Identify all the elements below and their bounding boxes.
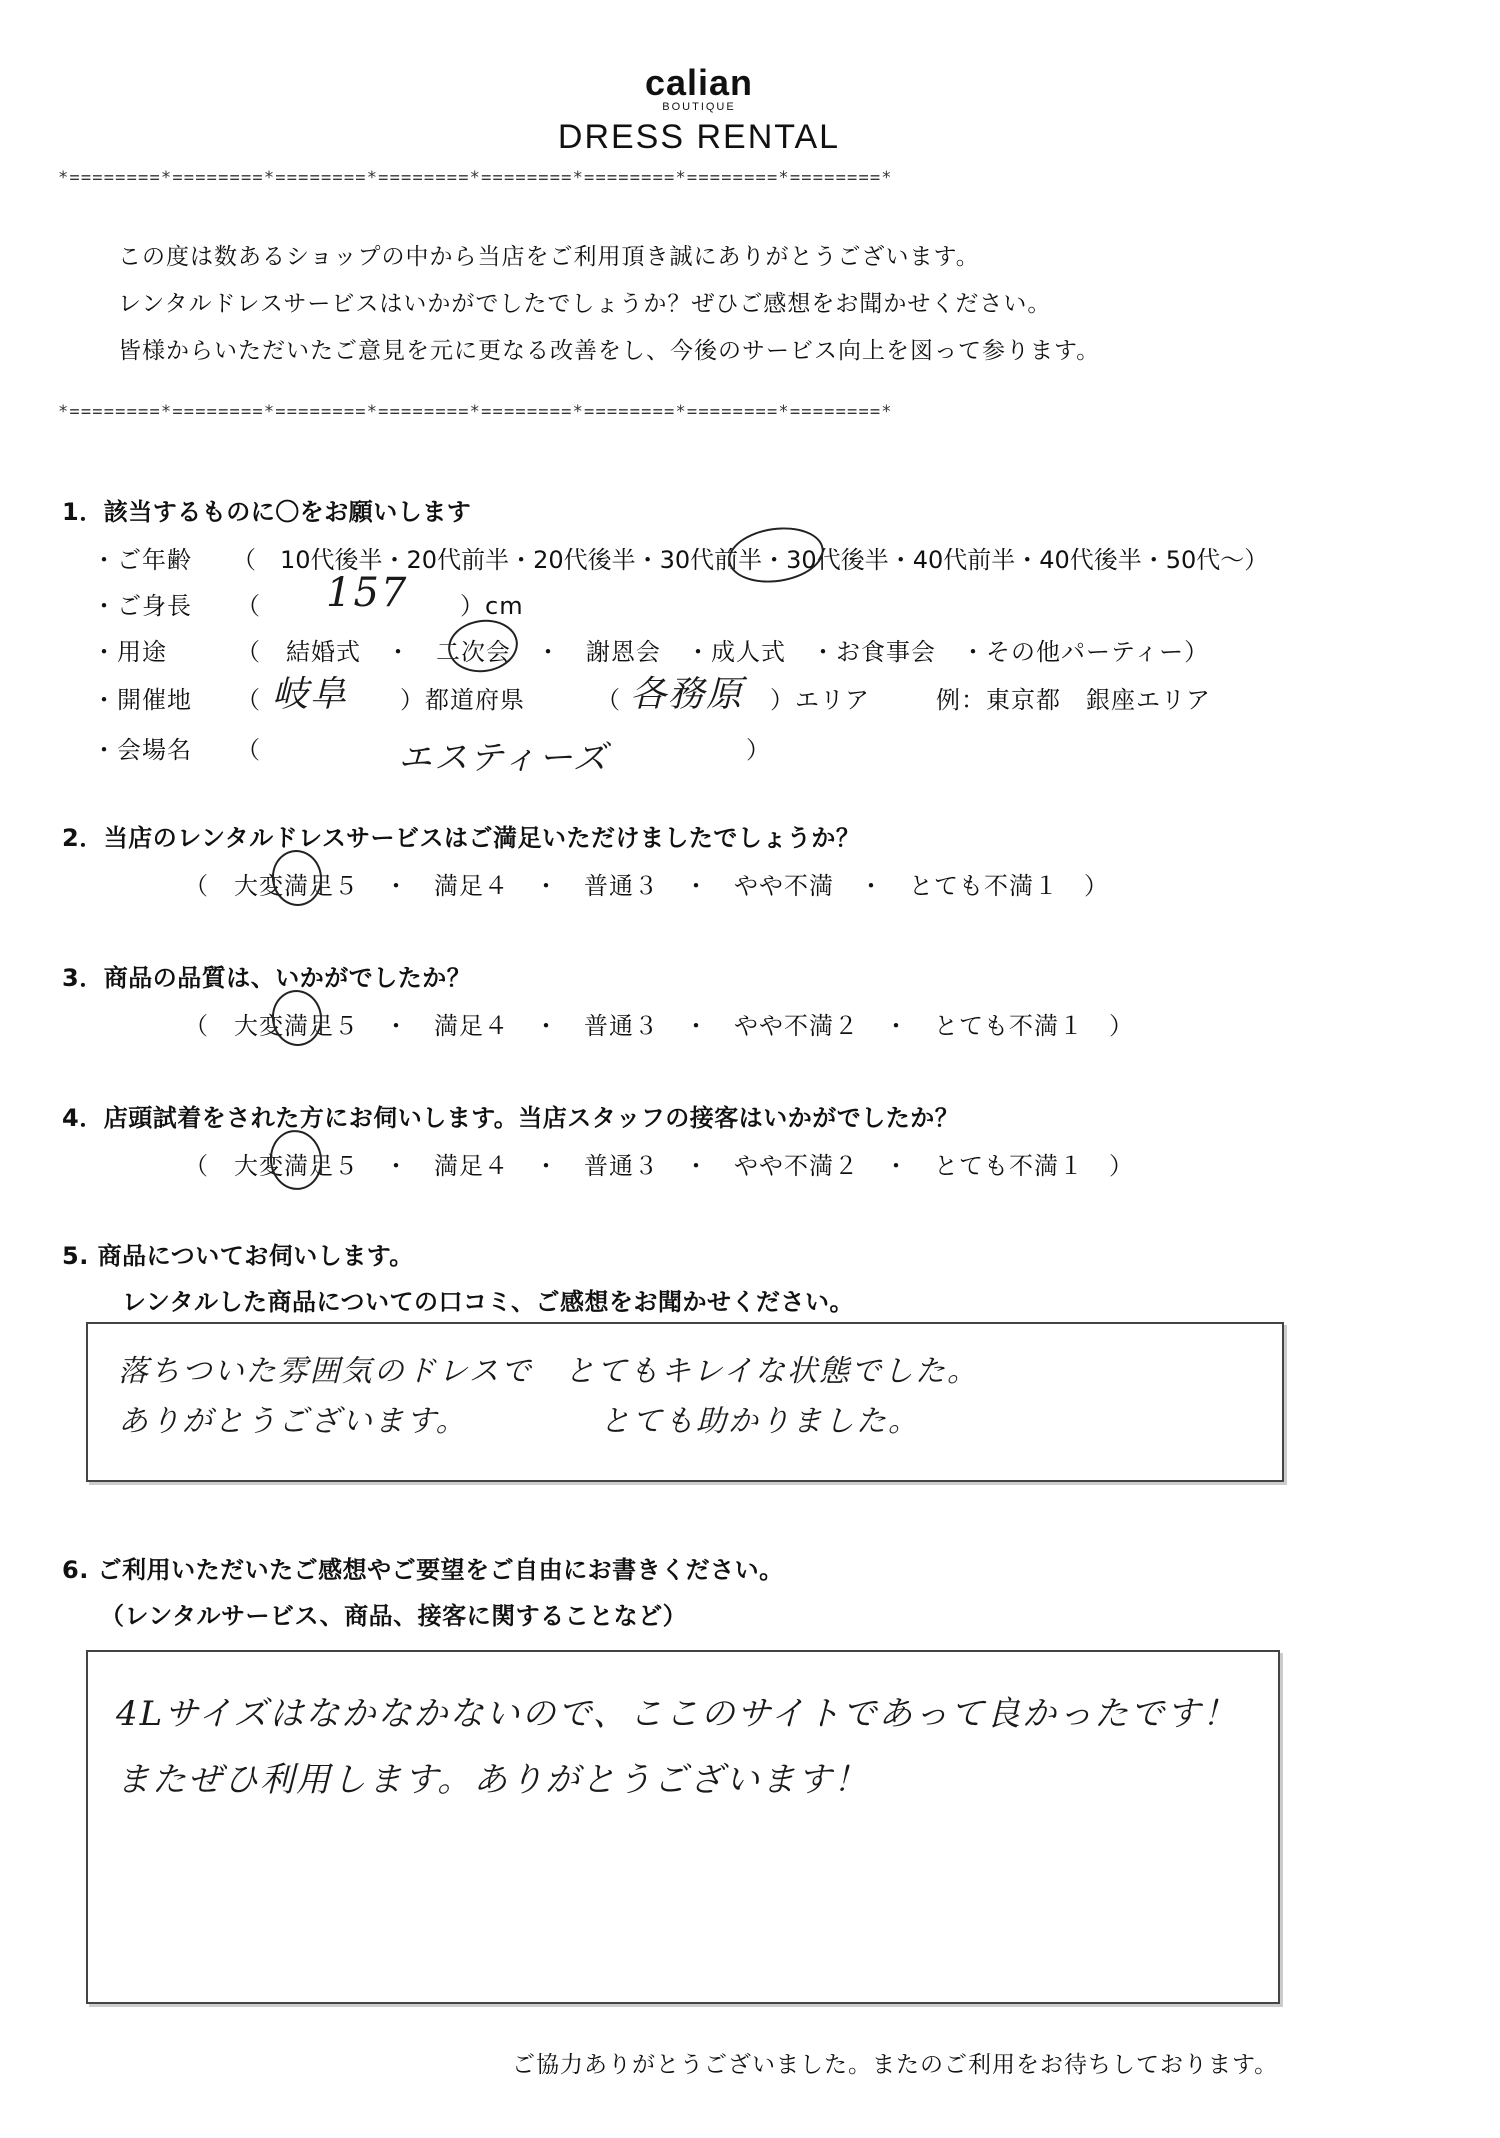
- q5-answer-line-1: 落ちついた雰囲気のドレスで とてもキレイな状態でした。: [118, 1354, 979, 1389]
- height-label: ・ご身長: [92, 592, 192, 620]
- footer-thanks: ご協力ありがとうございました。またのご利用をお待ちしております。: [512, 2052, 1279, 2078]
- q6-answer-line-2: またぜひ利用します。ありがとうございます！: [116, 1760, 870, 1800]
- age-label: ・ご年齢: [92, 546, 192, 574]
- q6-subtitle: （レンタルサービス、商品、接客に関することなど）: [100, 1602, 688, 1630]
- top-divider: *========*========*========*========*========*========*========*========*: [58, 168, 893, 188]
- q5-answer-line-2a: ありがとうございます。: [118, 1404, 468, 1439]
- q2-title: 2．当店のレンタルドレスサービスはご満足いただけましたでしょうか？: [62, 824, 861, 852]
- area-value: 各務原: [630, 674, 745, 715]
- q6-answer-line-1: 4Lサイズはなかなかないので、ここのサイトであって良かったです！: [116, 1694, 1239, 1734]
- page-title: DRESS RENTAL: [557, 118, 841, 156]
- venue-close-paren: ）: [746, 736, 771, 764]
- height-unit: ）cm: [460, 592, 524, 620]
- venue-name-label: ・会場名: [92, 736, 192, 764]
- area-open-paren: （: [596, 686, 621, 714]
- q4-options: （ 大変満足５ ・ 満足４ ・ 普通３ ・ やや不満２ ・ とても不満１ ）: [184, 1152, 1134, 1180]
- brand-subtitle: BOUTIQUE: [662, 101, 736, 113]
- prefecture-value: 岐阜: [272, 674, 349, 715]
- q4-title: 4．店頭試着をされた方にお伺いします。当店スタッフの接客はいかがでしたか？: [62, 1104, 960, 1132]
- q6-title: 6. ご利用いただいたご感想やご要望をご自由にお書きください。: [62, 1556, 784, 1584]
- q1-title: 1．該当するものに〇をお願いします: [62, 498, 472, 526]
- area-suffix: ）エリア: [770, 686, 870, 714]
- purpose-options: （ 結婚式 ・ 二次会 ・ 謝恩会 ・成人式 ・お食事会 ・その他パーティー）: [236, 638, 1210, 666]
- purpose-label: ・用途: [92, 638, 167, 666]
- venue-name-value: エスティーズ: [398, 738, 609, 778]
- age-options: （ 10代後半・20代前半・20代後半・30代前半・30代後半・40代前半・40代後半・50代～）: [232, 546, 1269, 574]
- prefecture-suffix: ）都道府県: [400, 686, 525, 714]
- venue-area-label: ・開催地: [92, 686, 192, 714]
- intro-line-1: この度は数あるショップの中から当店をご利用頂き誠にありがとうございます。: [118, 244, 980, 270]
- intro-line-3: 皆様からいただいたご意見を元に更なる改善をし、今後のサービス向上を図って参ります。: [118, 338, 1101, 364]
- height-open-paren: （: [236, 592, 261, 620]
- area-example: 例：東京都 銀座エリア: [936, 686, 1211, 714]
- q5-answer-line-2b: とても助かりました。: [600, 1404, 920, 1439]
- q5-title: 5. 商品についてお伺いします。: [62, 1242, 414, 1270]
- second-divider: *========*========*========*========*========*========*========*========*: [58, 402, 893, 422]
- q2-options: （ 大変満足５ ・ 満足４ ・ 普通３ ・ やや不満 ・ とても不満１ ）: [184, 872, 1109, 900]
- q5-subtitle: レンタルした商品についての口コミ、ご感想をお聞かせください。: [122, 1288, 854, 1316]
- purpose-selection-circle: [445, 615, 522, 676]
- q3-title: 3．商品の品質は、いかがでしたか？: [62, 964, 472, 992]
- height-value: 157: [326, 570, 409, 616]
- q4-selection-circle: [266, 1127, 326, 1194]
- q3-options: （ 大変満足５ ・ 満足４ ・ 普通３ ・ やや不満２ ・ とても不満１ ）: [184, 1012, 1134, 1040]
- intro-line-2: レンタルドレスサービスはいかがでしたでしょうか？ぜひご感想をお聞かせください。: [118, 291, 1052, 317]
- pref-open-paren: （: [236, 686, 261, 714]
- age-selection-circle: [725, 522, 828, 589]
- brand-logo: calian: [644, 62, 754, 103]
- venue-open-paren: （: [236, 736, 261, 764]
